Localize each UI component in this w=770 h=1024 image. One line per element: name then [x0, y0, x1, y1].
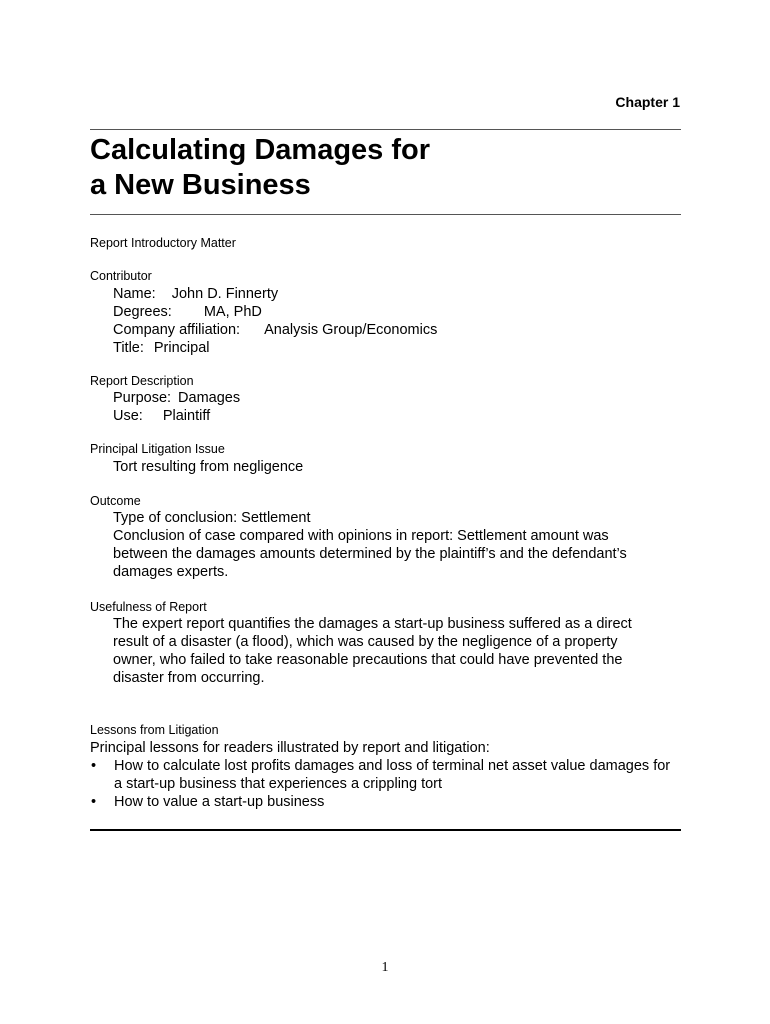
outcome-type: Type of conclusion: Settlement: [113, 510, 311, 526]
report-description-heading: Report Description: [90, 374, 194, 388]
bullet-icon: •: [91, 758, 97, 774]
use-value: Plaintiff: [162, 408, 211, 424]
list-item: [90, 793, 682, 811]
contributor-heading: Contributor: [90, 269, 152, 283]
page-title-line-1: Calculating Damages for: [90, 134, 431, 166]
use-label: Use:: [113, 408, 143, 424]
intro-label: Report Introductory Matter: [90, 236, 236, 250]
name-label: Name:: [113, 286, 156, 302]
contributor-company-row: [113, 321, 437, 339]
lessons-list: [90, 757, 682, 811]
lesson-text: How to calculate lost profits damages and loss of terminal net asset value damages for a start-up business that experiences a crippling tort: [114, 758, 671, 792]
use-row: [113, 407, 210, 425]
degrees-label: Degrees:: [113, 304, 172, 320]
outcome-conclusion: Conclusion of case compared with opinions in report: Settlement amount was between the damages amounts determined by the plaintiff’s and the defendant’s damages experts.: [113, 528, 627, 580]
page-title-line-2: a New Business: [90, 169, 311, 201]
litigation-issue-text: Tort resulting from negligence: [113, 459, 304, 475]
name-value: John D. Finnerty: [171, 286, 279, 302]
company-label: Company affiliation:: [113, 322, 241, 338]
company-value: Analysis Group/Economics: [264, 322, 438, 338]
top-divider: [90, 129, 681, 130]
contributor-name-row: [113, 285, 278, 303]
chapter-label: Chapter 1: [615, 94, 680, 110]
contributor-degrees-row: [113, 303, 262, 321]
title-divider: [90, 214, 681, 215]
usefulness-heading: Usefulness of Report: [90, 600, 207, 614]
title-value: Principal: [153, 340, 210, 356]
outcome-heading: Outcome: [90, 494, 141, 508]
title-label: Title:: [113, 340, 144, 356]
bottom-divider: [90, 829, 681, 831]
purpose-row: [113, 389, 240, 407]
litigation-issue-heading: Principal Litigation Issue: [90, 442, 225, 456]
lesson-text: How to value a start-up business: [114, 794, 325, 810]
lessons-intro: Principal lessons for readers illustrated by report and litigation:: [90, 740, 490, 756]
bullet-icon: •: [91, 794, 97, 810]
lessons-heading: Lessons from Litigation: [90, 723, 219, 737]
degrees-value: MA, PhD: [203, 304, 262, 320]
page-number: 1: [381, 960, 389, 975]
purpose-value: Damages: [178, 390, 241, 406]
page-title: [90, 133, 590, 203]
usefulness-text: The expert report quantifies the damages a start-up business suffered as a direct result of a disaster (a flood), which was caused by the negligence of a property owner, who failed to take reasonable precautions that could have prevented the disaster from occurring.: [113, 616, 632, 686]
purpose-label: Purpose:: [113, 390, 172, 406]
list-item: [90, 757, 682, 793]
contributor-title-row: [113, 339, 210, 357]
